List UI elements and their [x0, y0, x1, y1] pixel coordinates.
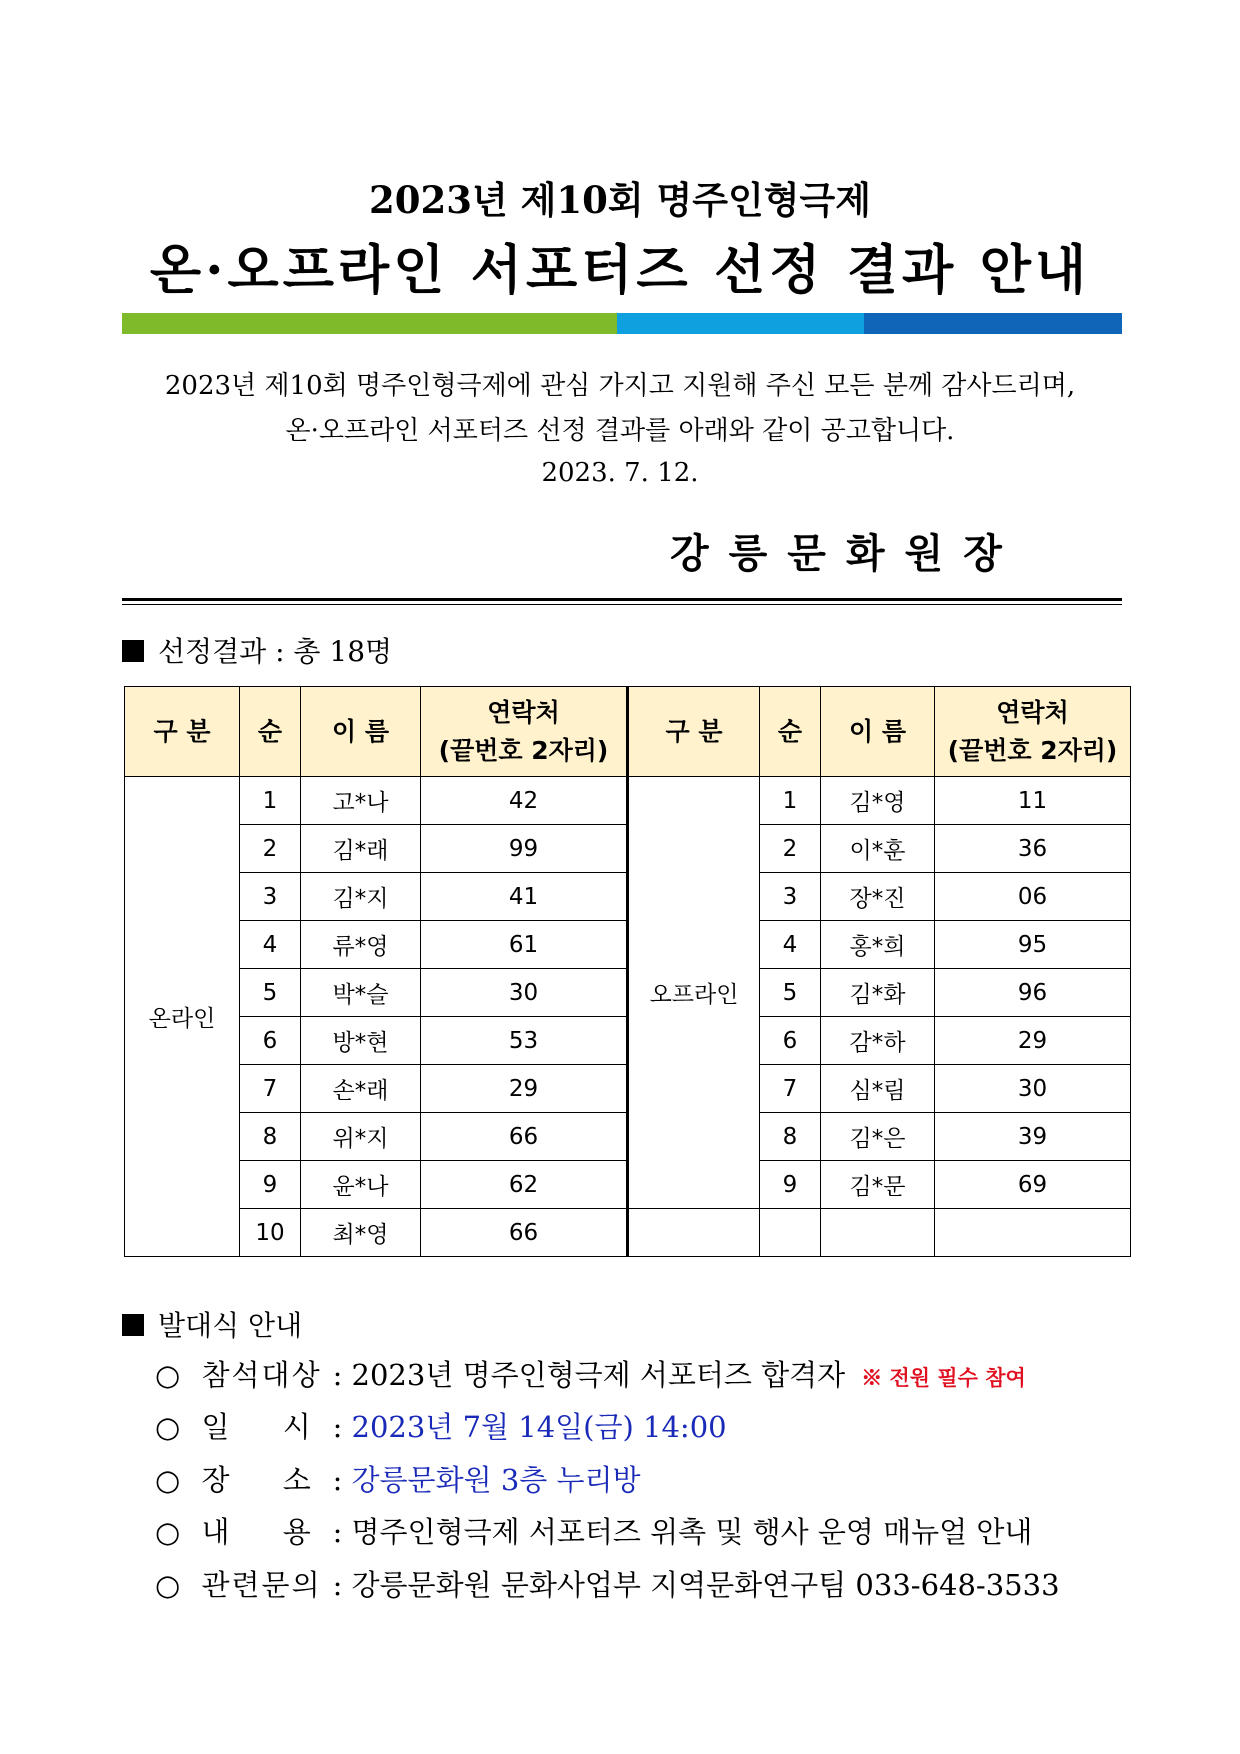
category-online: 온라인	[125, 777, 240, 1257]
category-offline: 오프라인	[628, 777, 760, 1209]
circle-bullet-icon: ○	[155, 1410, 181, 1444]
row-phone: 95	[935, 921, 1131, 969]
row-no: 6	[760, 1017, 821, 1065]
row-no: 5	[240, 969, 301, 1017]
empty-cell	[628, 1209, 760, 1257]
row-no: 4	[240, 921, 301, 969]
header-no-2: 순	[760, 687, 821, 777]
ceremony-item-content: ○ 내 용 : 명주인형극제 서포터즈 위촉 및 행사 운영 매뉴얼 안내	[155, 1510, 1032, 1551]
row-name: 이*훈	[821, 825, 935, 873]
item-value: 명주인형극제 서포터즈 위촉 및 행사 운영 매뉴얼 안내	[351, 1515, 1033, 1549]
header-name-2: 이 름	[821, 687, 935, 777]
row-name: 김*영	[821, 777, 935, 825]
row-name: 고*나	[301, 777, 421, 825]
color-bar-darkblue	[864, 313, 1122, 334]
header-contact	[421, 687, 628, 777]
row-phone: 53	[421, 1017, 628, 1065]
row-name: 손*래	[301, 1065, 421, 1113]
header-name: 이 름	[301, 687, 421, 777]
square-bullet-icon	[122, 640, 144, 662]
row-phone: 69	[935, 1161, 1131, 1209]
row-no: 4	[760, 921, 821, 969]
header-contact-label: 연락처	[996, 697, 1069, 727]
item-value: 2023년 7월 14일(금) 14:00	[351, 1410, 727, 1444]
table-row	[125, 777, 1131, 825]
result-table	[124, 686, 1131, 1257]
row-phone: 41	[421, 873, 628, 921]
table-header-row	[125, 687, 1131, 777]
ceremony-item-place: ○ 장 소 : 강릉문화원 3층 누리방	[155, 1458, 641, 1499]
intro-line-1: 2023년 제10회 명주인형극제에 관심 가지고 지원해 주신 모든 분께 감사드리며,	[164, 371, 1076, 401]
table-row	[125, 1209, 1131, 1257]
header-contact-2	[935, 687, 1131, 777]
divider-thick	[122, 598, 1122, 601]
row-phone: 62	[421, 1161, 628, 1209]
announcement-date: 2023. 7. 12.	[541, 458, 699, 488]
table-body	[125, 777, 1131, 1257]
row-no: 1	[760, 777, 821, 825]
item-label: 장 소	[201, 1463, 311, 1497]
row-phone: 29	[421, 1065, 628, 1113]
header-no: 순	[240, 687, 301, 777]
color-bar-green	[122, 313, 617, 334]
item-label: 참석대상	[201, 1358, 322, 1392]
result-heading-text: 선정결과 : 총 18명	[158, 635, 393, 668]
row-name: 홍*희	[821, 921, 935, 969]
row-no: 8	[760, 1113, 821, 1161]
ceremony-heading-text: 발대식 안내	[158, 1309, 303, 1342]
circle-bullet-icon: ○	[155, 1358, 181, 1392]
empty-cell	[760, 1209, 821, 1257]
header-contact-label: 연락처	[487, 697, 560, 727]
row-no: 7	[240, 1065, 301, 1113]
row-no: 8	[240, 1113, 301, 1161]
color-bar-lightblue	[617, 313, 864, 334]
header-category-2: 구 분	[628, 687, 760, 777]
row-name: 김*지	[301, 873, 421, 921]
result-heading	[122, 630, 392, 670]
row-no: 10	[240, 1209, 301, 1257]
row-name: 장*진	[821, 873, 935, 921]
row-phone: 11	[935, 777, 1131, 825]
row-phone: 99	[421, 825, 628, 873]
row-phone: 61	[421, 921, 628, 969]
item-label: 일 시	[201, 1410, 311, 1444]
row-no: 1	[240, 777, 301, 825]
square-bullet-icon	[122, 1314, 144, 1336]
circle-bullet-icon: ○	[155, 1463, 181, 1497]
title-line-1: 2023년 제10회 명주인형극제	[369, 178, 871, 222]
ceremony-item-target: ○ 참석대상 : 2023년 명주인형극제 서포터즈 합격자 ※ 전원 필수 참여	[155, 1353, 1026, 1394]
row-phone: 96	[935, 969, 1131, 1017]
row-phone: 66	[421, 1209, 628, 1257]
row-name: 윤*나	[301, 1161, 421, 1209]
row-no: 3	[240, 873, 301, 921]
row-name: 김*래	[301, 825, 421, 873]
ceremony-heading	[122, 1304, 302, 1344]
row-name: 방*현	[301, 1017, 421, 1065]
row-phone: 29	[935, 1017, 1131, 1065]
row-phone: 66	[421, 1113, 628, 1161]
signature: 강릉문화원장	[670, 530, 1022, 577]
header-category: 구 분	[125, 687, 240, 777]
intro-line-2: 온·오프라인 서포터즈 선정 결과를 아래와 같이 공고합니다.	[285, 416, 955, 446]
item-value: 2023년 명주인형극제 서포터즈 합격자	[351, 1358, 846, 1392]
row-name: 김*화	[821, 969, 935, 1017]
row-phone: 42	[421, 777, 628, 825]
circle-bullet-icon: ○	[155, 1568, 181, 1602]
title-line-2: 온·오프라인 서포터즈 선정 결과 안내	[149, 239, 1091, 301]
row-no: 6	[240, 1017, 301, 1065]
header-contact-sub: (끝번호 2자리)	[947, 735, 1118, 765]
row-no: 9	[240, 1161, 301, 1209]
item-note: ※ 전원 필수 참여	[861, 1365, 1026, 1390]
row-phone: 06	[935, 873, 1131, 921]
row-name: 감*하	[821, 1017, 935, 1065]
row-name: 김*문	[821, 1161, 935, 1209]
item-label: 관련문의	[201, 1568, 322, 1602]
row-phone: 30	[935, 1065, 1131, 1113]
item-value: 강릉문화원 문화사업부 지역문화연구팀 033-648-3533	[351, 1568, 1060, 1602]
item-value: 강릉문화원 3층 누리방	[351, 1463, 641, 1497]
row-no: 9	[760, 1161, 821, 1209]
row-no: 7	[760, 1065, 821, 1113]
empty-cell	[935, 1209, 1131, 1257]
row-name: 위*지	[301, 1113, 421, 1161]
row-name: 최*영	[301, 1209, 421, 1257]
divider-thin	[122, 604, 1122, 605]
row-no: 2	[240, 825, 301, 873]
row-no: 2	[760, 825, 821, 873]
row-phone: 39	[935, 1113, 1131, 1161]
circle-bullet-icon: ○	[155, 1515, 181, 1549]
row-name: 박*슬	[301, 969, 421, 1017]
row-no: 3	[760, 873, 821, 921]
row-name: 류*영	[301, 921, 421, 969]
row-name: 심*림	[821, 1065, 935, 1113]
item-label: 내 용	[201, 1515, 311, 1549]
empty-cell	[821, 1209, 935, 1257]
row-phone: 30	[421, 969, 628, 1017]
ceremony-item-inquiry: ○ 관련문의 : 강릉문화원 문화사업부 지역문화연구팀 033-648-3533	[155, 1563, 1060, 1604]
ceremony-item-datetime: ○ 일 시 : 2023년 7월 14일(금) 14:00	[155, 1405, 727, 1446]
row-phone: 36	[935, 825, 1131, 873]
row-no: 5	[760, 969, 821, 1017]
row-name: 김*은	[821, 1113, 935, 1161]
header-contact-sub: (끝번호 2자리)	[438, 735, 609, 765]
